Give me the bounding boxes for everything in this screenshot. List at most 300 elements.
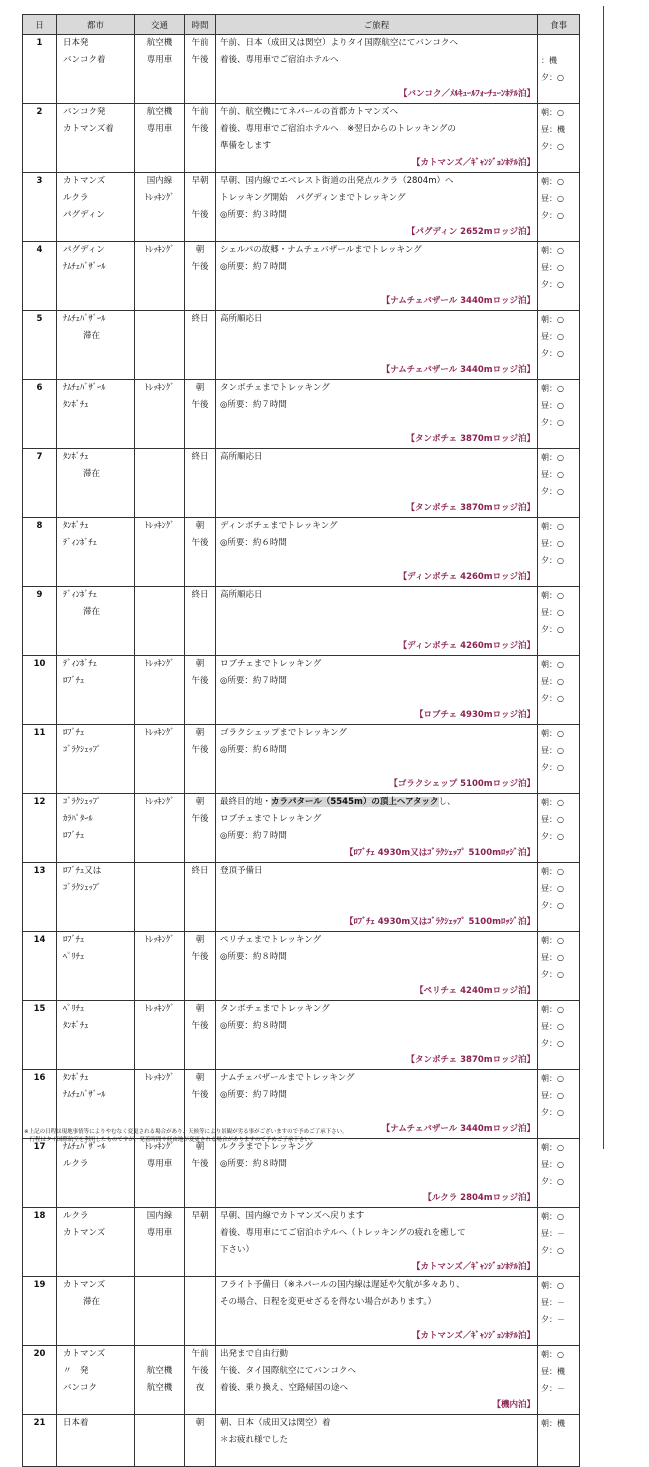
- itinerary-cell: [216, 932, 538, 1001]
- transport-mode: [135, 466, 184, 483]
- meal-status: 昼：○: [541, 746, 564, 755]
- city-name: 滞在: [83, 469, 101, 479]
- transport-mode: [135, 759, 184, 776]
- city-cell: [57, 725, 135, 794]
- itinerary-line: 午後、タイ国際航空にてバンコクへ: [220, 1366, 356, 1376]
- time-of-day: 朝: [195, 521, 205, 531]
- time-of-day: [185, 138, 215, 155]
- transport-mode: [135, 259, 184, 276]
- accommodation-label: 【ゴラクシェップ 5100mロッジ泊】: [389, 779, 535, 789]
- meal-status: 昼：○: [541, 953, 564, 962]
- itinerary-line: [216, 1311, 537, 1328]
- city-name: パグディン: [63, 245, 105, 255]
- city-name: [57, 1311, 134, 1328]
- transport-cell: [135, 1001, 185, 1070]
- transport-mode: [135, 949, 184, 966]
- city-name: ｶﾗﾊﾟﾀｰﾙ: [63, 814, 93, 824]
- transport-cell: [135, 725, 185, 794]
- transport-cell: [135, 104, 185, 173]
- table-row: [23, 932, 580, 1001]
- accommodation-label: 【ﾛﾌﾞﾁｪ 4930m又はｺﾞﾗｸｼｪｯﾌﾟ 5100mﾛｯｼﾞ泊】: [345, 848, 535, 858]
- time-of-day: 終日: [191, 314, 209, 324]
- city-name: バンコク: [63, 1383, 98, 1393]
- city-cell: [57, 587, 135, 656]
- city-name: ﾛﾌﾞﾁｪ: [63, 676, 85, 686]
- itinerary-text: 最終目的地・: [220, 797, 272, 807]
- time-cell: [185, 1208, 216, 1277]
- accommodation-label: 【ディンボチェ 4260mロッジ泊】: [398, 641, 535, 651]
- transport-cell: [135, 173, 185, 242]
- day-cell: [23, 311, 57, 380]
- day-cell: [23, 587, 57, 656]
- transport-mode: [135, 1173, 184, 1190]
- itinerary-text: し、: [438, 797, 456, 807]
- transport-cell: [135, 587, 185, 656]
- transport-mode: [135, 1294, 184, 1311]
- city-name: 滞在: [83, 1297, 101, 1307]
- table-row: [23, 725, 580, 794]
- city-name: ﾅﾑﾁｪﾊﾞｻﾞｰﾙ: [63, 314, 106, 324]
- meal-status: 昼：○: [541, 677, 564, 686]
- day-number: 14: [33, 935, 46, 945]
- transport-mode: 国内線: [146, 176, 173, 186]
- meal-status: 朝：○: [541, 1074, 564, 1083]
- itinerary-line: ロブチェまでトレッキング: [220, 659, 322, 669]
- itinerary-line: 着後、専用車でご宿泊ホテルへ: [220, 55, 339, 65]
- accommodation-label: 【カトマンズ／ｷﾞｬﾝｼﾞｮﾝﾎﾃﾙ泊】: [412, 1331, 535, 1341]
- time-of-day: [185, 1432, 215, 1449]
- day-number: 18: [33, 1211, 46, 1221]
- header-meals: 食事: [538, 15, 580, 35]
- meal-status: 夕：○: [541, 901, 564, 910]
- meal-status: 朝：○: [541, 315, 564, 324]
- time-of-day: [185, 1225, 215, 1242]
- accommodation-label: 【タンボチェ 3870mロッジ泊】: [406, 1055, 535, 1065]
- meals-cell: [538, 725, 580, 794]
- city-cell: [57, 656, 135, 725]
- day-number: 16: [33, 1073, 46, 1083]
- time-of-day: 早朝: [191, 1211, 209, 1221]
- transport-mode: ﾄﾚｯｷﾝｸﾞ: [144, 1142, 175, 1152]
- transport-mode: ﾄﾚｯｷﾝｸﾞ: [144, 1004, 175, 1014]
- transport-mode: [135, 483, 184, 500]
- city-name: ﾛﾌﾞﾁｪ: [63, 831, 85, 841]
- city-name: [57, 345, 134, 362]
- itinerary-cell: [216, 35, 538, 104]
- meals-cell: [538, 863, 580, 932]
- meal-status: 朝：○: [541, 522, 564, 531]
- time-cell: [185, 1277, 216, 1346]
- meal-status: 夕：○: [541, 487, 564, 496]
- city-name: [57, 621, 134, 638]
- transport-mode: [135, 1346, 184, 1363]
- day-number: 2: [36, 107, 43, 117]
- time-of-day: 朝: [195, 728, 205, 738]
- time-of-day: 午後: [191, 1159, 209, 1169]
- itinerary-table: [22, 14, 580, 1467]
- meals-cell: [538, 1346, 580, 1415]
- city-cell: [57, 1277, 135, 1346]
- time-cell: [185, 794, 216, 863]
- itinerary-cell: [216, 794, 538, 863]
- time-of-day: 午前: [191, 1349, 209, 1359]
- meals-cell: [538, 518, 580, 587]
- meal-status: 昼：○: [541, 1160, 564, 1169]
- meals-cell: [538, 1139, 580, 1208]
- transport-cell: [135, 518, 185, 587]
- transport-mode: [135, 1277, 184, 1294]
- meal-status: 夕：○: [541, 832, 564, 841]
- meal-status: ：機: [541, 56, 557, 65]
- time-of-day: 朝: [195, 245, 205, 255]
- time-of-day: 午後: [191, 814, 209, 824]
- day-number: 10: [33, 659, 46, 669]
- meals-cell: [538, 104, 580, 173]
- day-number: 20: [33, 1349, 46, 1359]
- city-name: ﾅﾑﾁｪﾊﾞｻﾞｰﾙ: [63, 262, 106, 272]
- meal-status: 夕：○: [541, 73, 564, 82]
- city-name: カトマンズ: [63, 176, 106, 186]
- transport-cell: [135, 1346, 185, 1415]
- meal-status: 夕：○: [541, 970, 564, 979]
- city-name: ｺﾞﾗｸｼｪｯﾌﾟ: [63, 883, 102, 893]
- time-of-day: 午後: [191, 538, 209, 548]
- itinerary-line: [216, 276, 537, 293]
- day-cell: [23, 1277, 57, 1346]
- meal-status: 朝：○: [541, 108, 564, 117]
- city-name: ﾛﾌﾞﾁｪ: [63, 935, 85, 945]
- time-cell: [185, 932, 216, 1001]
- itinerary-line: ルクラまでトレッキング: [220, 1142, 313, 1152]
- transport-cell: [135, 449, 185, 518]
- itinerary-cell: [216, 1346, 538, 1415]
- time-of-day: [185, 1449, 215, 1466]
- meals-cell: [538, 380, 580, 449]
- meal-status: 夕：○: [541, 1039, 564, 1048]
- city-cell: [57, 242, 135, 311]
- city-name: ｺﾞﾗｸｼｪｯﾌﾟ: [63, 745, 102, 755]
- city-name: バンコク発: [63, 107, 106, 117]
- itinerary-line: 着後、専用車にてご宿泊ホテルへ（トレッキングの疲れを癒して: [220, 1228, 466, 1238]
- itinerary-line: ◎所要：約７時間: [220, 1090, 287, 1100]
- accommodation-label: 【ﾛﾌﾞﾁｪ 4930m又はｺﾞﾗｸｼｪｯﾌﾟ 5100mﾛｯｼﾞ泊】: [345, 917, 535, 927]
- itinerary-line: [216, 966, 537, 983]
- city-name: ルクラ: [63, 1159, 89, 1169]
- transport-mode: [135, 1035, 184, 1052]
- time-cell: [185, 1001, 216, 1070]
- table-row: [23, 173, 580, 242]
- itinerary-line: ＊お疲れ様でした: [220, 1435, 289, 1445]
- transport-mode: 航空機: [146, 1366, 173, 1376]
- table-header-row: [23, 15, 580, 35]
- time-of-day: [185, 690, 215, 707]
- itinerary-line: ◎所要：約７時間: [220, 676, 287, 686]
- day-cell: [23, 725, 57, 794]
- time-of-day: 午後: [191, 676, 209, 686]
- city-name: ルクラ: [63, 193, 89, 203]
- city-name: ﾛﾌﾞﾁｪ: [63, 728, 85, 738]
- city-name: ルクラ: [63, 1211, 89, 1221]
- city-name: ﾃﾞｨﾝﾎﾞﾁｪ: [63, 590, 98, 600]
- meal-status: 朝：○: [541, 1005, 564, 1014]
- itinerary-line: ◎所要：約８時間: [220, 952, 287, 962]
- transport-cell: [135, 932, 185, 1001]
- header-time: 時間: [185, 15, 216, 35]
- day-number: 9: [36, 590, 43, 600]
- city-cell: [57, 449, 135, 518]
- itinerary-line: [216, 1449, 537, 1466]
- transport-mode: ﾄﾚｯｷﾝｸﾞ: [144, 1073, 175, 1083]
- transport-mode: [135, 897, 184, 914]
- meal-status: 朝：○: [541, 1143, 564, 1152]
- city-name: ﾛﾌﾞﾁｪ又は: [63, 866, 102, 876]
- time-of-day: 午後: [191, 124, 209, 134]
- meals-cell: [538, 311, 580, 380]
- meals-cell: [538, 587, 580, 656]
- transport-mode: [135, 345, 184, 362]
- city-name: 日本発: [63, 38, 89, 48]
- time-of-day: [185, 552, 215, 569]
- time-cell: [185, 1346, 216, 1415]
- time-cell: [185, 173, 216, 242]
- time-of-day: 午後: [191, 55, 209, 65]
- itinerary-cell: [216, 656, 538, 725]
- day-cell: [23, 656, 57, 725]
- day-number: 7: [36, 452, 43, 462]
- time-of-day: 午後: [191, 1090, 209, 1100]
- day-cell: [23, 794, 57, 863]
- itinerary-cell: [216, 173, 538, 242]
- itinerary-line: 登頂予備日: [220, 866, 263, 876]
- meal-status: 昼：－: [541, 1229, 565, 1238]
- transport-cell: [135, 1208, 185, 1277]
- transport-mode: [135, 587, 184, 604]
- itinerary-line: 午前、航空機にてネパールの首都カトマンズへ: [220, 107, 398, 117]
- city-cell: [57, 104, 135, 173]
- itinerary-cell: [216, 380, 538, 449]
- transport-mode: [135, 138, 184, 155]
- transport-mode: [135, 604, 184, 621]
- accommodation-label: 【ナムチェバザール 3440mロッジ泊】: [381, 365, 535, 375]
- meals-cell: [538, 1208, 580, 1277]
- meal-status: 朝：○: [541, 936, 564, 945]
- time-of-day: 午後: [191, 262, 209, 272]
- meal-status: 朝：○: [541, 246, 564, 255]
- time-of-day: [185, 1035, 215, 1052]
- day-cell: [23, 173, 57, 242]
- transport-cell: [135, 794, 185, 863]
- transport-mode: 専用車: [146, 124, 173, 134]
- table-row: [23, 35, 580, 104]
- itinerary-line: シェルパの故郷・ナムチェバザールまでトレッキング: [220, 245, 422, 255]
- itinerary-line: ◎所要：約７時間: [220, 262, 287, 272]
- itinerary-line: 着後、乗り換え、空路帰国の途へ: [220, 1383, 349, 1393]
- meals-cell: [538, 449, 580, 518]
- meal-status: 夕：○: [541, 418, 564, 427]
- time-of-day: [185, 621, 215, 638]
- meal-status: [538, 1432, 579, 1449]
- meal-status: 夕：○: [541, 1108, 564, 1117]
- header-day: 日: [23, 15, 57, 35]
- time-of-day: [185, 483, 215, 500]
- day-number: 1: [36, 38, 43, 48]
- itinerary-cell: [216, 1277, 538, 1346]
- transport-mode: [135, 1018, 184, 1035]
- itinerary-cell: [216, 1208, 538, 1277]
- time-of-day: [185, 1173, 215, 1190]
- time-of-day: 午後: [191, 210, 209, 220]
- itinerary-cell: [216, 518, 538, 587]
- time-cell: [185, 380, 216, 449]
- city-name: バンコク着: [63, 55, 106, 65]
- itinerary-cell: [216, 725, 538, 794]
- meal-status: 朝：○: [541, 729, 564, 738]
- itinerary-line: トレッキング開始 パグディンまでトレッキング: [220, 193, 406, 203]
- itinerary-body: [23, 35, 580, 1467]
- meal-status: 夕：－: [541, 1384, 565, 1393]
- accommodation-label: 【バンコク／ﾒﾙｷｭｰﾙﾌｫｰﾁｭｰﾝﾎﾃﾙ泊】: [398, 89, 535, 99]
- time-of-day: [185, 828, 215, 845]
- time-of-day: [185, 328, 215, 345]
- city-name: 滞在: [83, 607, 101, 617]
- time-cell: [185, 587, 216, 656]
- meal-status: 夕：○: [541, 625, 564, 634]
- day-number: 6: [36, 383, 43, 393]
- city-cell: [57, 311, 135, 380]
- city-name: [57, 276, 134, 293]
- day-number: 4: [36, 245, 43, 255]
- time-of-day: 午後: [191, 400, 209, 410]
- meal-status: 朝：○: [541, 591, 564, 600]
- itinerary-cell: [216, 1415, 538, 1467]
- city-cell: [57, 173, 135, 242]
- city-cell: [57, 794, 135, 863]
- meal-status: 夕：○: [541, 280, 564, 289]
- transport-mode: 航空機: [146, 1383, 173, 1393]
- meal-status: [538, 35, 579, 52]
- time-of-day: [185, 1294, 215, 1311]
- city-name: [57, 483, 134, 500]
- meals-cell: [538, 1001, 580, 1070]
- day-number: 5: [36, 314, 43, 324]
- itinerary-line: タンボチェまでトレッキング: [220, 383, 330, 393]
- itinerary-line: ◎所要：約７時間: [220, 400, 287, 410]
- day-number: 12: [33, 797, 46, 807]
- itinerary-line: 着後、専用車でご宿泊ホテルへ ※翌日からのトレッキングの: [220, 124, 456, 134]
- day-number: 3: [36, 176, 43, 186]
- transport-mode: [135, 621, 184, 638]
- transport-cell: [135, 380, 185, 449]
- time-of-day: [185, 345, 215, 362]
- time-of-day: [185, 190, 215, 207]
- meal-status: 夕：○: [541, 694, 564, 703]
- itinerary-line: その場合、日程を変更せざるを得ない場合があります。）: [220, 1297, 437, 1307]
- table-row: [23, 794, 580, 863]
- accommodation-label: 【ルクラ 2804mロッジ泊】: [423, 1193, 535, 1203]
- meal-status: 昼：○: [541, 539, 564, 548]
- meal-status: 昼：○: [541, 470, 564, 479]
- time-of-day: 午後: [191, 1021, 209, 1031]
- accommodation-label: 【カトマンズ／ｷﾞｬﾝｼﾞｮﾝﾎﾃﾙ泊】: [412, 1262, 535, 1272]
- city-cell: [57, 380, 135, 449]
- meal-status: 昼：－: [541, 1298, 565, 1307]
- time-of-day: 朝: [195, 797, 205, 807]
- meal-status: 朝：○: [541, 1212, 564, 1221]
- footnote-line: ※上記の日程は現地事情等によりやむなく変更される場合があり、天候等により景観が劣る事がございますので予めご了承下さい。: [24, 1129, 348, 1135]
- meal-status: 昼：○: [541, 263, 564, 272]
- header-city: 都市: [57, 15, 135, 35]
- transport-mode: [135, 966, 184, 983]
- meal-status: 昼：機: [541, 125, 565, 134]
- meal-status: 昼：○: [541, 884, 564, 893]
- table-row: [23, 1415, 580, 1467]
- transport-mode: ﾄﾚｯｷﾝｸﾞ: [144, 935, 175, 945]
- time-of-day: 夜: [195, 1383, 205, 1393]
- itinerary-line: タンボチェまでトレッキング: [220, 1004, 330, 1014]
- time-cell: [185, 1139, 216, 1208]
- time-of-day: [185, 759, 215, 776]
- itinerary-line: [216, 414, 537, 431]
- time-of-day: 朝: [195, 1004, 205, 1014]
- city-name: [57, 897, 134, 914]
- city-cell: [57, 518, 135, 587]
- time-cell: [185, 1415, 216, 1467]
- time-of-day: 朝: [195, 1418, 205, 1428]
- table-row: [23, 1139, 580, 1208]
- itinerary-line: ◎所要：約３時間: [220, 210, 287, 220]
- itinerary-line: ◎所要：約８時間: [220, 1159, 287, 1169]
- time-of-day: [185, 276, 215, 293]
- itinerary-line: ◎所要：約６時間: [220, 538, 287, 548]
- day-cell: [23, 380, 57, 449]
- transport-cell: [135, 1277, 185, 1346]
- itinerary-line: [216, 328, 537, 345]
- meal-status: 夕：○: [541, 142, 564, 151]
- city-name: [57, 1173, 134, 1190]
- meals-cell: [538, 932, 580, 1001]
- itinerary-line: ロブチェまでトレッキング: [220, 814, 322, 824]
- itinerary-line: [216, 483, 537, 500]
- header-itinerary: ご旅程: [216, 15, 538, 35]
- time-of-day: [185, 1311, 215, 1328]
- transport-mode: ﾄﾚｯｷﾝｸﾞ: [144, 728, 175, 738]
- meal-status: 夕：○: [541, 1177, 564, 1186]
- transport-mode: 航空機: [146, 38, 173, 48]
- city-cell: [57, 1139, 135, 1208]
- itinerary-line: [216, 1035, 537, 1052]
- meal-status: 朝：○: [541, 660, 564, 669]
- time-cell: [185, 725, 216, 794]
- time-of-day: 朝: [195, 659, 205, 669]
- city-name: [57, 1035, 134, 1052]
- city-cell: [57, 932, 135, 1001]
- transport-cell: [135, 242, 185, 311]
- itinerary-line: 出発まで自由行動: [220, 1349, 289, 1359]
- city-name: ﾍﾟﾘﾁｪ: [63, 1004, 85, 1014]
- transport-mode: ﾄﾚｯｷﾝｸﾞ: [144, 797, 175, 807]
- meal-status: 昼：○: [541, 194, 564, 203]
- day-cell: [23, 242, 57, 311]
- city-cell: [57, 1208, 135, 1277]
- city-name: ﾀﾝﾎﾞﾁｪ: [63, 521, 89, 531]
- header-transport: 交通: [135, 15, 185, 35]
- city-name: ﾅﾑﾁｪﾊﾞｻﾞｰﾙ: [63, 1090, 106, 1100]
- city-name: ﾃﾞｨﾝﾎﾞﾁｪ: [63, 538, 98, 548]
- itinerary-line: [216, 1173, 537, 1190]
- accommodation-label: 【ナムチェバザール 3440mロッジ泊】: [381, 1124, 535, 1134]
- city-name: カトマンズ: [63, 1228, 106, 1238]
- meal-status: 朝：○: [541, 1281, 564, 1290]
